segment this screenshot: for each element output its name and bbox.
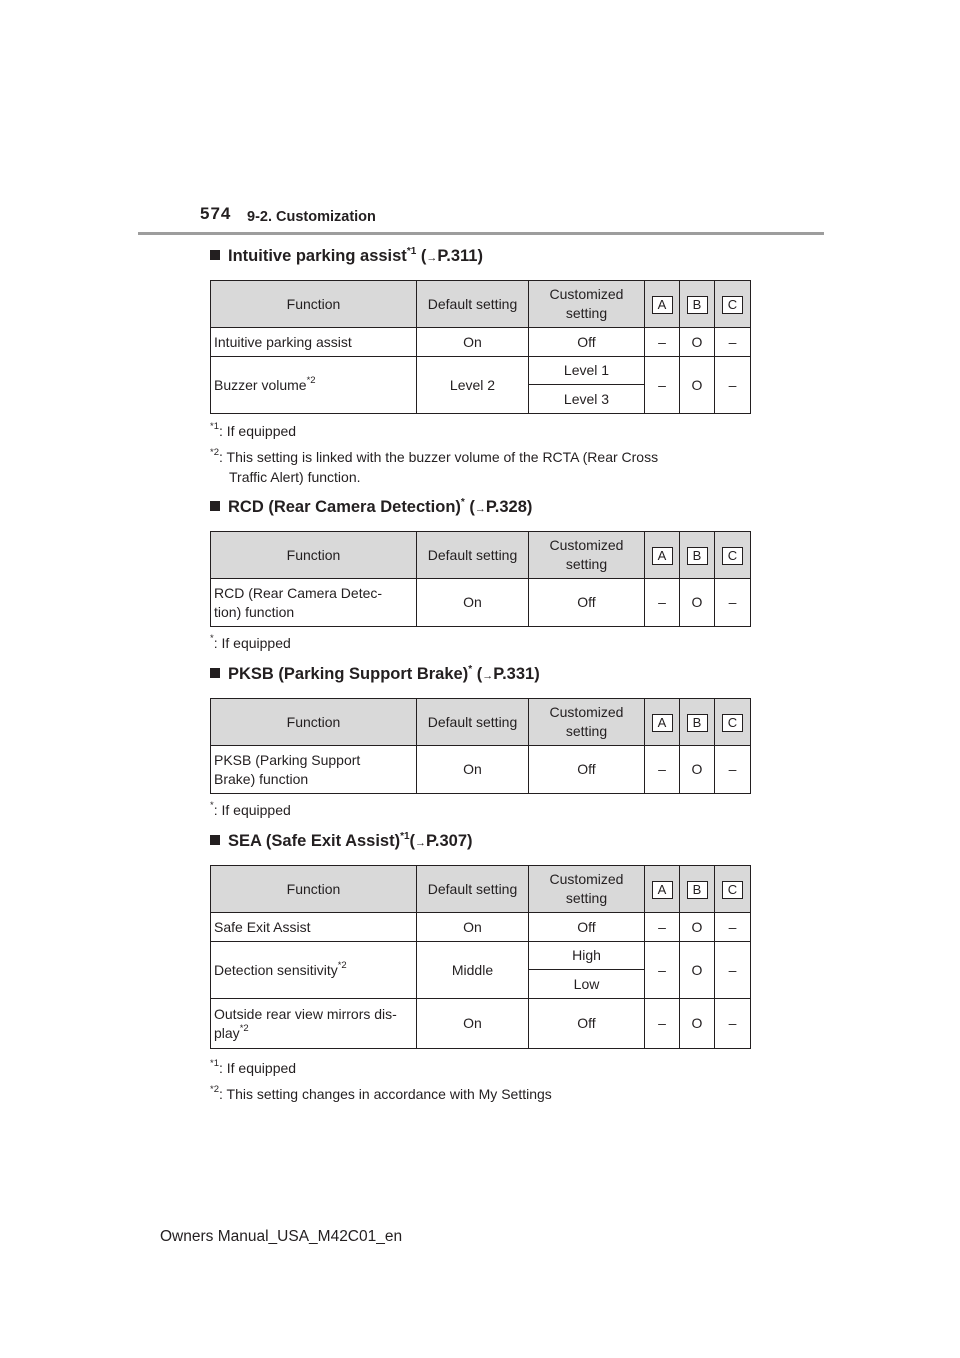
col-b: B <box>680 532 715 579</box>
section-title-intuitive-parking: Intuitive parking assist$^{*1}$ (→P.311) <box>210 247 483 266</box>
col-c: C <box>715 699 751 746</box>
footnote: $^{*2}$: This setting is linked with the buzzer volume of the RCTA (Rear Cross <box>210 447 659 465</box>
arrow-right-icon: → <box>426 252 438 264</box>
col-custom: Customized setting <box>529 532 645 579</box>
col-c: C <box>715 866 751 913</box>
page-ref-link[interactable]: P.311 <box>437 247 478 265</box>
table-subrow: Low <box>211 970 751 999</box>
table-row: Safe Exit Assist On Off – O – <box>211 913 751 942</box>
table-row: Intuitive parking assist On Off – O – <box>211 328 751 357</box>
table-header-row <box>211 281 751 328</box>
header-rule <box>138 232 824 235</box>
col-default: Default setting <box>417 866 529 913</box>
footnote: *: If equipped <box>210 800 291 818</box>
col-function: Function <box>211 866 417 913</box>
settings-table-sea <box>210 865 751 1049</box>
col-custom: Customized setting <box>529 281 645 328</box>
table-header-row <box>211 699 751 746</box>
table-row: Outside rear view mirrors dis- play$^{*2}$ On Off – O – <box>211 999 751 1049</box>
square-bullet-icon <box>210 668 220 678</box>
chapter-title: 9-2. Customization <box>247 209 376 225</box>
footnote-continued: Traffic Alert) function. <box>229 469 361 485</box>
square-bullet-icon <box>210 835 220 845</box>
table-subrow: Level 3 <box>211 385 751 414</box>
arrow-right-icon: → <box>482 670 494 682</box>
col-default: Default setting <box>417 281 529 328</box>
col-b: B <box>680 699 715 746</box>
table-header-row <box>211 532 751 579</box>
table-row: PKSB (Parking Support Brake) function On Off – O – <box>211 746 751 794</box>
col-function: Function <box>211 699 417 746</box>
col-a: A <box>645 532 680 579</box>
footnote: $^{*2}$: This setting changes in accordance with My Settings <box>210 1084 552 1102</box>
settings-table-pksb <box>210 698 751 794</box>
table-row: RCD (Rear Camera Detec- tion) function On Off – O – <box>211 579 751 627</box>
footnote: $^{*1}$: If equipped <box>210 421 297 439</box>
footnote: *: If equipped <box>210 633 291 651</box>
page-ref-link[interactable]: P.307 <box>426 832 468 850</box>
col-a: A <box>645 699 680 746</box>
col-c: C <box>715 532 751 579</box>
footnote: $^{*1}$: If equipped <box>210 1058 297 1076</box>
arrow-right-icon: → <box>415 837 427 849</box>
section-title-sea: SEA (Safe Exit Assist)$^{*1}$(→P.307) <box>210 832 473 851</box>
section-title-pksb: PKSB (Parking Support Brake)* (→P.331) <box>210 665 540 684</box>
col-b: B <box>680 281 715 328</box>
page-number: 574 <box>200 204 232 223</box>
col-default: Default setting <box>417 699 529 746</box>
col-function: Function <box>211 281 417 328</box>
page-ref-link[interactable]: P.328 <box>485 498 527 516</box>
page-ref-link[interactable]: P.331 <box>493 665 535 683</box>
table-row: Buzzer volume$^{*2}$ Level 2 Level 1 – O – <box>211 357 751 385</box>
col-custom: Customized setting <box>529 866 645 913</box>
section-title-rcd: RCD (Rear Camera Detection)* (→P.328) <box>210 498 532 517</box>
col-b: B <box>680 866 715 913</box>
settings-table-rcd <box>210 531 751 627</box>
col-c: C <box>715 281 751 328</box>
arrow-right-icon: → <box>474 503 486 515</box>
square-bullet-icon <box>210 250 220 260</box>
settings-table-intuitive-parking <box>210 280 751 414</box>
document-footer: Owners Manual_USA_M42C01_en <box>160 1228 403 1245</box>
col-default: Default setting <box>417 532 529 579</box>
col-a: A <box>645 866 680 913</box>
table-header-row <box>211 866 751 913</box>
col-custom: Customized setting <box>529 699 645 746</box>
col-a: A <box>645 281 680 328</box>
table-row: Detection sensitivity$^{*2}$ Middle High – O – <box>211 942 751 970</box>
square-bullet-icon <box>210 501 220 511</box>
col-function: Function <box>211 532 417 579</box>
